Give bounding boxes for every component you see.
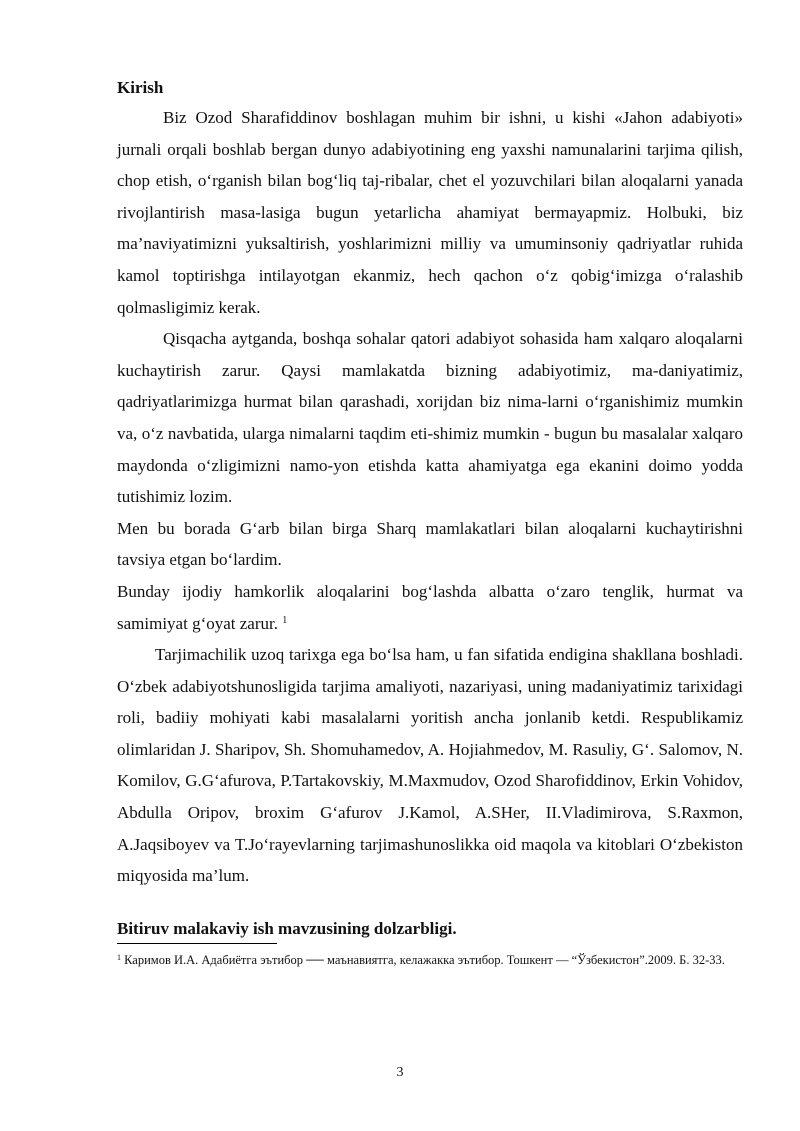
paragraph-5: Tarjimachilik uzoq tarixga ega bo‘lsa ham, u fan sifatida endigina shakllana boshladi. O‘zbek adabiyotshunosligida tarjima amaliyoti, nazariyasi, uning madaniyatimiz tarixidagi roli, badiiy mohiyati kabi masalalarni yoritish ancha jonlanib ketdi. Respublikamiz olimlaridan J. Sharipov, Sh. Shomuhamedov, A. Hojiahmedov, M. Rasuliy, G‘. Salomov, N. Komilov, G.G‘afurova, P.Tartakovskiy, M.Maxmudov, Ozod Sharofiddinov, Erkin Vohidov, Abdulla Oripov, broxim G‘afurov J.Kamol, A.SHer, II.Vladimirova, S.Raxmon, A.Jaqsiboyev va T.Jo‘rayevlarning tarjimashunoslikka oid maqola va kitoblari O‘zbekiston miqyosida ma’lum. xyxy=(117,645,743,886)
page-content xyxy=(117,74,743,970)
page-number: 3 xyxy=(396,1065,404,1080)
paragraph-4-text: Bunday ijodiy hamkorlik aloqalarini bog‘lashda albatta o‘zaro tenglik, hurmat va samimiyat g‘oyat zarur. xyxy=(117,581,743,633)
footnote-separator xyxy=(117,943,277,944)
paragraph-2: Qisqacha aytganda, boshqa sohalar qatori adabiyot sohasida ham xalqaro aloqalarni kuchaytirish zarur. Qaysi mamlakatda bizning adabiyotimiz, ma-daniyatimiz, qadriyatlarimizga hurmat bilan qarashadi, xorijdan biz nima-larni o‘rganishimiz mumkin va, o‘z navbatida, ularga nimalarni taqdim eti-shimiz mumkin - bugun bu masalalar xalqaro maydonda o‘zligimizni namo-yon etishda katta ahamiyatga ega ekanini doimo yodda tutishimiz lozim. xyxy=(117,329,743,507)
section-heading: Bitiruv malakaviy ish mavzusining dolzarbligi. xyxy=(117,918,457,938)
page-heading: Kirish xyxy=(117,78,164,97)
paragraph-4 xyxy=(117,576,743,639)
footnote-marker: 1 xyxy=(117,952,121,962)
footnote-reference: 1 xyxy=(282,614,288,626)
paragraph-3: Men bu borada G‘arb bilan birga Sharq mamlakatlari bilan aloqalarni kuchaytirishni tavsiya etgan bo‘lardim. xyxy=(117,518,743,570)
spacer xyxy=(117,892,743,916)
paragraph-1: Biz Ozod Sharafiddinov boshlagan muhim bir ishni, u kishi «Jahon adabiyoti» jurnali orqali boshlab bergan dunyo adabiyotining eng yaxshi namunalarini tarjima qilish, chop etish, o‘rganish bilan bog‘liq taj-ribalar, chet el yozuvchilari bilan aloqalarni yanada rivojlantirish masa-lasiga bugun yetarlicha ahamiyat bermayapmiz. Holbuki, biz ma’naviyatimizni yuksaltirish, yoshlarimizni milliy va umuminsoniy qadriyatlar ruhida kamol toptirishga intilayotgan ekanmiz, hech qachon o‘z qobig‘imizga o‘ralashib qolmasligimiz kerak. xyxy=(117,108,743,317)
footnote-text: Каримов И.А. Адабиётга эътибор ── маънавиятга, келажакка эътибор. Тошкент — “Ўзбекистон”.2009. Б. 32-33. xyxy=(121,952,725,967)
footnote xyxy=(117,950,743,970)
